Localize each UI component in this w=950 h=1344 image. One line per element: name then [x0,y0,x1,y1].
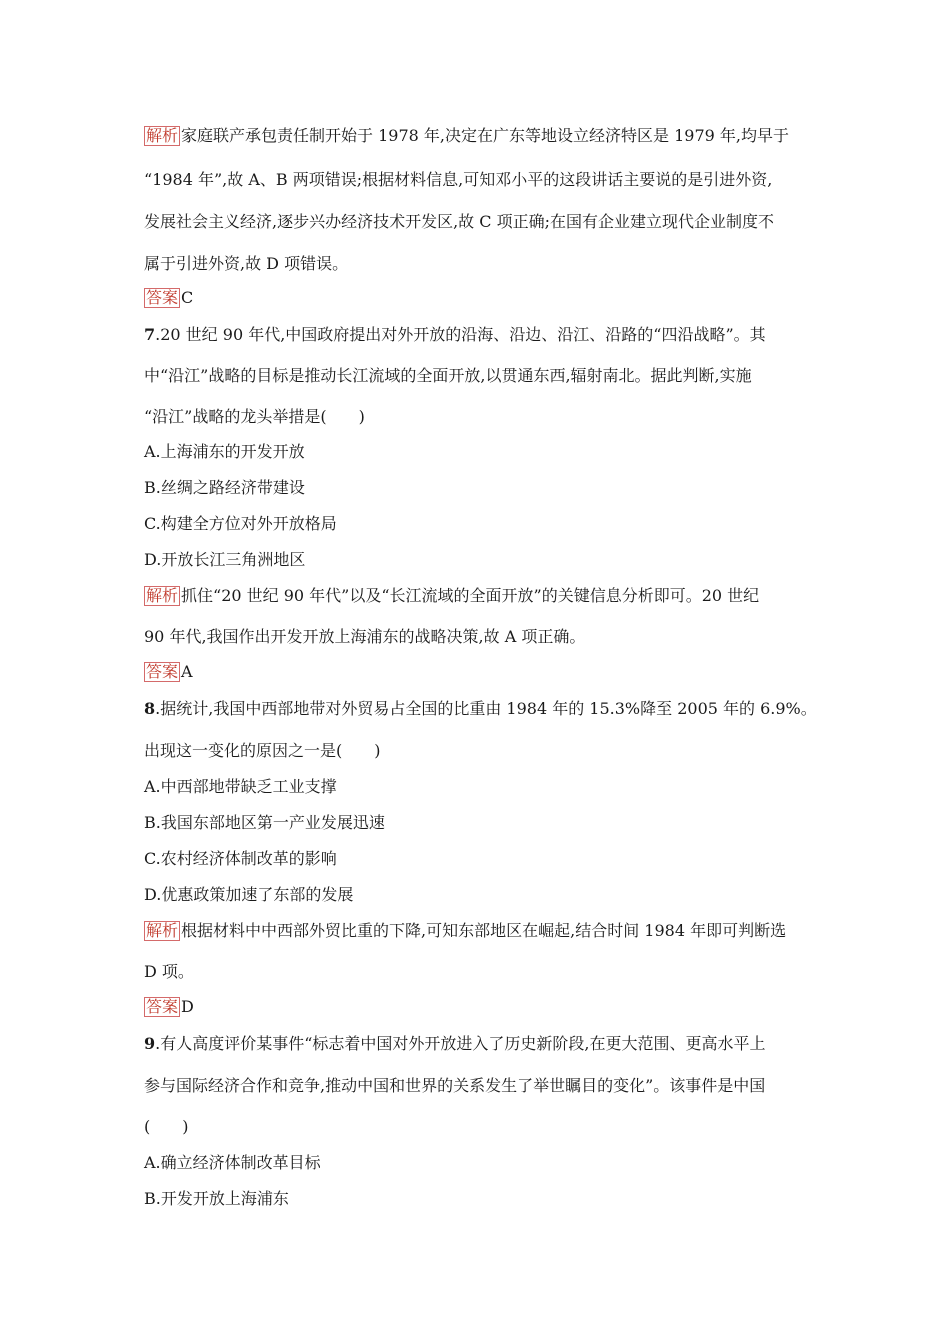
answer-tag: 答案 [146,997,179,1016]
q9-option-b: B.开发开放上海浦东 [144,1189,289,1208]
analysis-tag: 解析 [146,921,179,940]
q9-stem-line-1: 9.有人高度评价某事件“标志着中国对外开放进入了历史新阶段,在更大范围、更高水平上 [144,1034,766,1053]
q9-stem-line-3: ( ) [144,1117,189,1136]
q8-option-b: B.我国东部地区第一产业发展迅速 [144,813,385,832]
q9-stem-line-2: 参与国际经济合作和竞争,推动中国和世界的关系发生了举世瞩目的变化”。该事件是中国 [144,1076,766,1095]
q8-option-d: D.优惠政策加速了东部的发展 [144,885,354,904]
question-number: 8 [144,699,156,718]
q8-option-a: A.中西部地带缺乏工业支撑 [144,777,337,796]
answer-tag: 答案 [146,662,179,681]
question-number: 9 [144,1034,156,1053]
answer-tag: 答案 [146,288,179,307]
q6-analysis-line-4: 属于引进外资,故 D 项错误。 [144,254,349,273]
q8-stem-line-1: 8.据统计,我国中西部地带对外贸易占全国的比重由 1984 年的 15.3%降至 2005 年的 6.9%。 [144,699,817,718]
analysis-tag: 解析 [146,586,179,605]
q7-stem-line-3: “沿江”战略的龙头举措是( ) [144,407,365,426]
q6-analysis-line-1: 解析 家庭联产承包责任制开始于 1978 年,决定在广东等地设立经济特区是 1979 年,均早于 [146,126,789,145]
q7-option-d: D.开放长江三角洲地区 [144,550,306,569]
q7-option-b: B.丝绸之路经济带建设 [144,478,305,497]
q6-answer: 答案 C [146,288,194,307]
q8-option-c: C.农村经济体制改革的影响 [144,849,337,868]
q7-analysis-line-1: 解析 抓住“20 世纪 90 年代”以及“长江流域的全面开放”的关键信息分析即可。20 世纪 [146,586,760,605]
q6-analysis-line-2: “1984 年”,故 A、B 两项错误;根据材料信息,可知邓小平的这段讲话主要说的是引进外资, [144,170,773,189]
q8-analysis-line-2: D 项。 [144,962,194,981]
q9-option-a: A.确立经济体制改革目标 [144,1153,321,1172]
q7-option-c: C.构建全方位对外开放格局 [144,514,337,533]
q8-answer: 答案 D [146,997,194,1016]
analysis-tag: 解析 [146,126,179,145]
q7-answer: 答案 A [146,662,193,681]
q7-analysis-line-2: 90 年代,我国作出开发开放上海浦东的战略决策,故 A 项正确。 [144,627,586,646]
q7-stem-line-2: 中“沿江”战略的目标是推动长江流域的全面开放,以贯通东西,辐射南北。据此判断,实施 [144,366,752,385]
q8-stem-line-2: 出现这一变化的原因之一是( ) [144,741,381,760]
q7-stem-line-1: 7.20 世纪 90 年代,中国政府提出对外开放的沿海、沿边、沿江、沿路的“四沿战略”。其 [144,325,766,344]
q8-analysis-line-1: 解析 根据材料中中西部外贸比重的下降,可知东部地区在崛起,结合时间 1984 年即可判断选 [146,921,787,940]
q7-option-a: A.上海浦东的开发开放 [144,442,305,461]
q6-analysis-line-3: 发展社会主义经济,逐步兴办经济技术开发区,故 C 项正确;在国有企业建立现代企业制度不 [144,212,774,231]
question-number: 7 [144,325,156,344]
